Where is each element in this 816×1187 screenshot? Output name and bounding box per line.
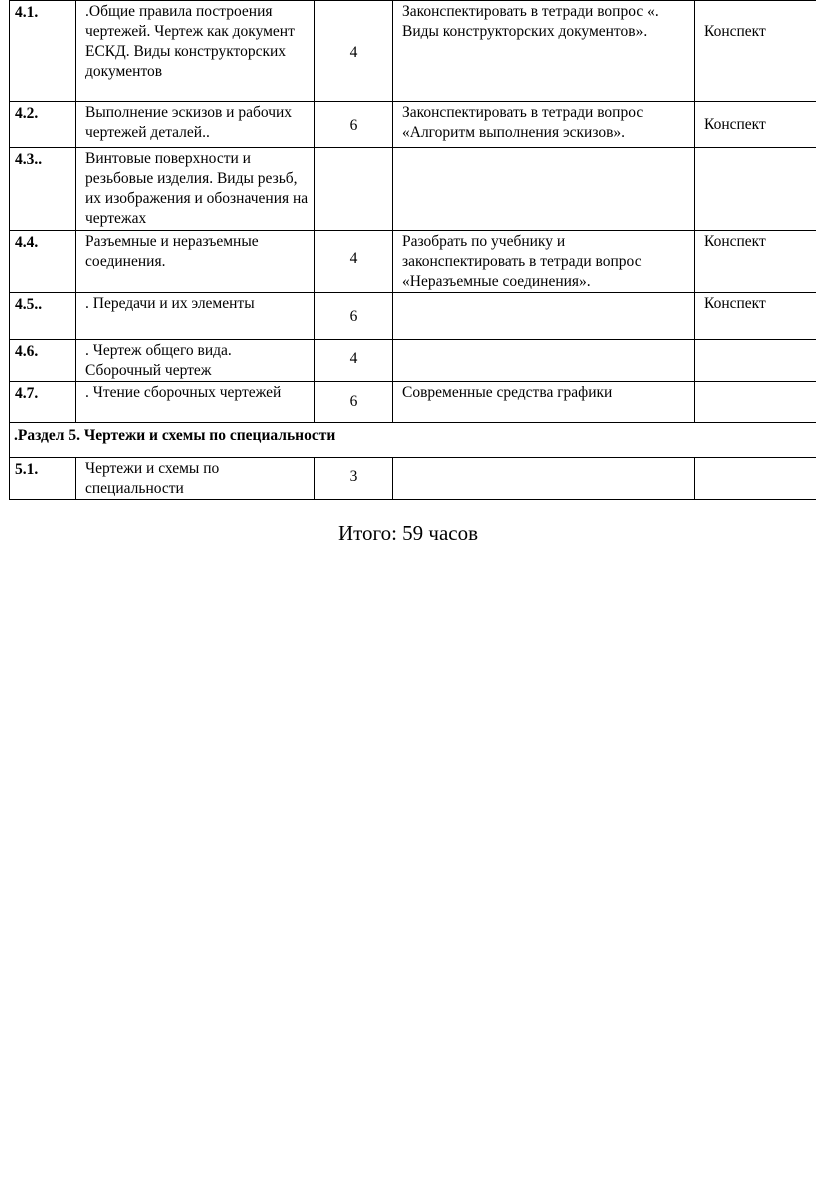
- row-number: 4.2.: [10, 102, 76, 148]
- row-number: 4.4.: [10, 231, 76, 293]
- task-cell: Законспектировать в тетради вопрос «Алгоритм выполнения эскизов».: [393, 102, 695, 148]
- hours-cell: [315, 340, 393, 382]
- topic-cell: Выполнение эскизов и рабочих чертежей деталей..: [76, 102, 315, 148]
- form-value: Конспект: [704, 23, 766, 40]
- task-cell: [393, 340, 695, 382]
- hours-cell: [315, 148, 393, 231]
- topic-cell: Разъемные и неразъемные соединения.: [76, 231, 315, 293]
- row-number: 4.1.: [10, 1, 76, 102]
- topic-cell: .Общие правила построения чертежей. Чертеж как документ ЕСКД. Виды конструкторских документов: [76, 1, 315, 102]
- table-row: [10, 231, 816, 293]
- section-header-row: [10, 423, 816, 458]
- row-number: 4.5..: [10, 293, 76, 340]
- total-hours: Итого: 59 часов: [337, 521, 479, 545]
- section-title: .Раздел 5. Чертежи и схемы по специальности: [10, 423, 816, 458]
- hours-cell: [315, 1, 393, 102]
- table-row: [10, 382, 816, 423]
- task-cell: Разобрать по учебнику и законспектировать в тетради вопрос «Неразъемные соединения».: [393, 231, 695, 293]
- form-cell: [695, 1, 816, 102]
- study-plan-table: [9, 0, 816, 500]
- form-cell: [695, 148, 816, 231]
- hours-value: 6: [349, 308, 358, 325]
- hours-cell: [315, 382, 393, 423]
- task-cell: [393, 293, 695, 340]
- topic-cell: . Чертеж общего вида. Сборочный чертеж: [76, 340, 315, 382]
- form-cell: [695, 382, 816, 423]
- topic-cell: Чертежи и схемы по специальности: [76, 458, 315, 500]
- form-cell: Конспект: [695, 293, 816, 340]
- table-row: [10, 293, 816, 340]
- table-row: [10, 1, 816, 102]
- task-cell: Современные средства графики: [393, 382, 695, 423]
- hours-value: 6: [349, 117, 358, 134]
- hours-cell: [315, 458, 393, 500]
- hours-cell: [315, 293, 393, 340]
- table-row: [10, 340, 816, 382]
- task-cell: Законспектировать в тетради вопрос «. Виды конструкторских документов».: [393, 1, 695, 102]
- form-cell: [695, 102, 816, 148]
- table-row: [10, 102, 816, 148]
- row-number: 5.1.: [10, 458, 76, 500]
- task-cell: [393, 458, 695, 500]
- hours-value: 4: [349, 250, 358, 267]
- table-row: [10, 458, 816, 500]
- task-cell: [393, 148, 695, 231]
- form-value: Конспект: [704, 116, 766, 133]
- hours-value: 3: [349, 468, 358, 485]
- hours-cell: [315, 231, 393, 293]
- form-cell: [695, 340, 816, 382]
- hours-value: 4: [349, 44, 358, 61]
- hours-cell: [315, 102, 393, 148]
- form-cell: Конспект: [695, 231, 816, 293]
- hours-value: 4: [349, 350, 358, 367]
- topic-cell: . Чтение сборочных чертежей: [76, 382, 315, 423]
- topic-cell: . Передачи и их элементы: [76, 293, 315, 340]
- hours-value: 6: [349, 393, 358, 410]
- row-number: 4.7.: [10, 382, 76, 423]
- form-cell: [695, 458, 816, 500]
- row-number: 4.6.: [10, 340, 76, 382]
- table-row: [10, 148, 816, 231]
- topic-cell: Винтовые поверхности и резьбовые изделия. Виды резьб, их изображения и обозначения на чертежах: [76, 148, 315, 231]
- row-number: 4.3..: [10, 148, 76, 231]
